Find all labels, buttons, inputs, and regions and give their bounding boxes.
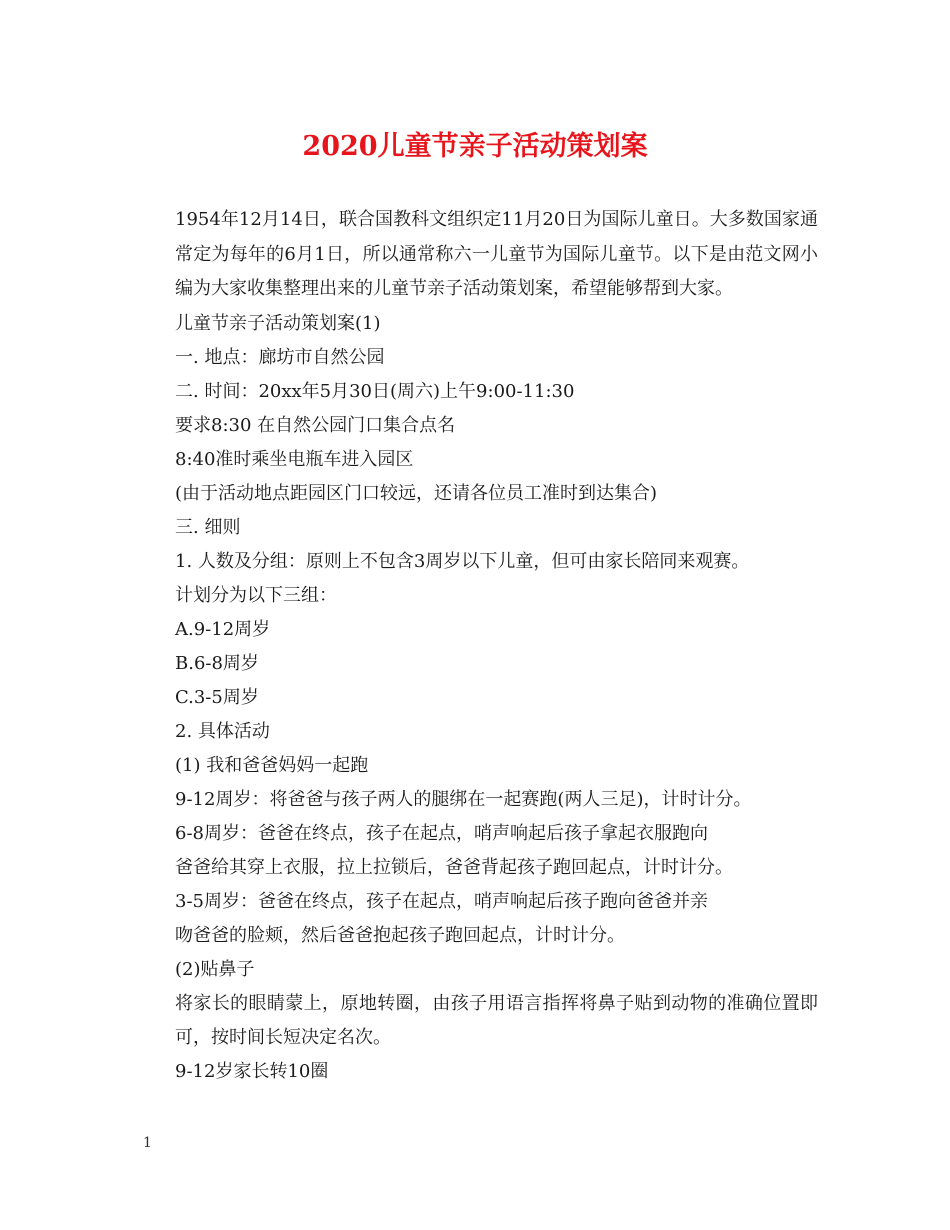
activity-1-group-a: 9-12周岁：将爸爸与孩子两人的腿绑在一起赛跑(两人三足)，计时计分。 [175, 788, 752, 810]
groups-intro-line: 计划分为以下三组： [175, 584, 337, 606]
activities-heading: 2. 具体活动 [175, 720, 270, 742]
activity-2-description: 将家长的眼睛蒙上，原地转圈，由孩子用语言指挥将鼻子贴到动物的准确位置即可，按时间长短决定名次。 [175, 992, 818, 1048]
document-body [138, 203, 818, 1089]
activity-1-group-c-line-2: 吻爸爸的脸颊，然后爸爸抱起孩子跑回起点，计时计分。 [175, 924, 625, 946]
group-c-line: C.3-5周岁 [175, 686, 259, 708]
activity-2-rule: 9-12岁家长转10圈 [175, 1060, 329, 1082]
note-line: (由于活动地点距园区门口较远，还请各位员工准时到达集合) [175, 482, 658, 504]
location-line: 一. 地点：廊坊市自然公园 [175, 346, 385, 368]
group-a-line: A.9-12周岁 [175, 618, 271, 640]
page-number: 1 [143, 1135, 152, 1151]
time-line: 二. 时间：20xx年5月30日(周六)上午9:00-11:30 [175, 380, 575, 402]
activity-1-group-b-line-2: 爸爸给其穿上衣服，拉上拉锁后，爸爸背起孩子跑回起点，计时计分。 [175, 856, 733, 878]
grouping-line: 1. 人数及分组：原则上不包含3周岁以下儿童，但可由家长陪同来观赛。 [175, 550, 750, 572]
activity-1-heading: (1) 我和爸爸妈妈一起跑 [175, 754, 369, 776]
intro-paragraph: 1954年12月14日，联合国教科文组织定11月20日为国际儿童日。大多数国家通常定为每年的6月1日，所以通常称六一儿童节为国际儿童节。以下是由范文网小编为大家收集整理出来的儿童节亲子活动策划案，希望能够帮到大家。 [175, 209, 818, 299]
activity-2-heading: (2)贴鼻子 [175, 958, 255, 980]
section-heading: 儿童节亲子活动策划案(1) [175, 312, 381, 334]
document-title: 2020儿童节亲子活动策划案 [302, 131, 648, 162]
activity-1-group-b-line-1: 6-8周岁：爸爸在终点，孩子在起点，哨声响起后孩子拿起衣服跑向 [175, 822, 708, 844]
assembly-line: 要求8:30 在自然公园门口集合点名 [175, 414, 456, 436]
activity-1-group-c-line-1: 3-5周岁：爸爸在终点，孩子在起点，哨声响起后孩子跑向爸爸并亲 [175, 890, 708, 912]
details-heading: 三. 细则 [175, 516, 241, 538]
entry-line: 8:40准时乘坐电瓶车进入园区 [175, 448, 414, 470]
group-b-line: B.6-8周岁 [175, 652, 259, 674]
